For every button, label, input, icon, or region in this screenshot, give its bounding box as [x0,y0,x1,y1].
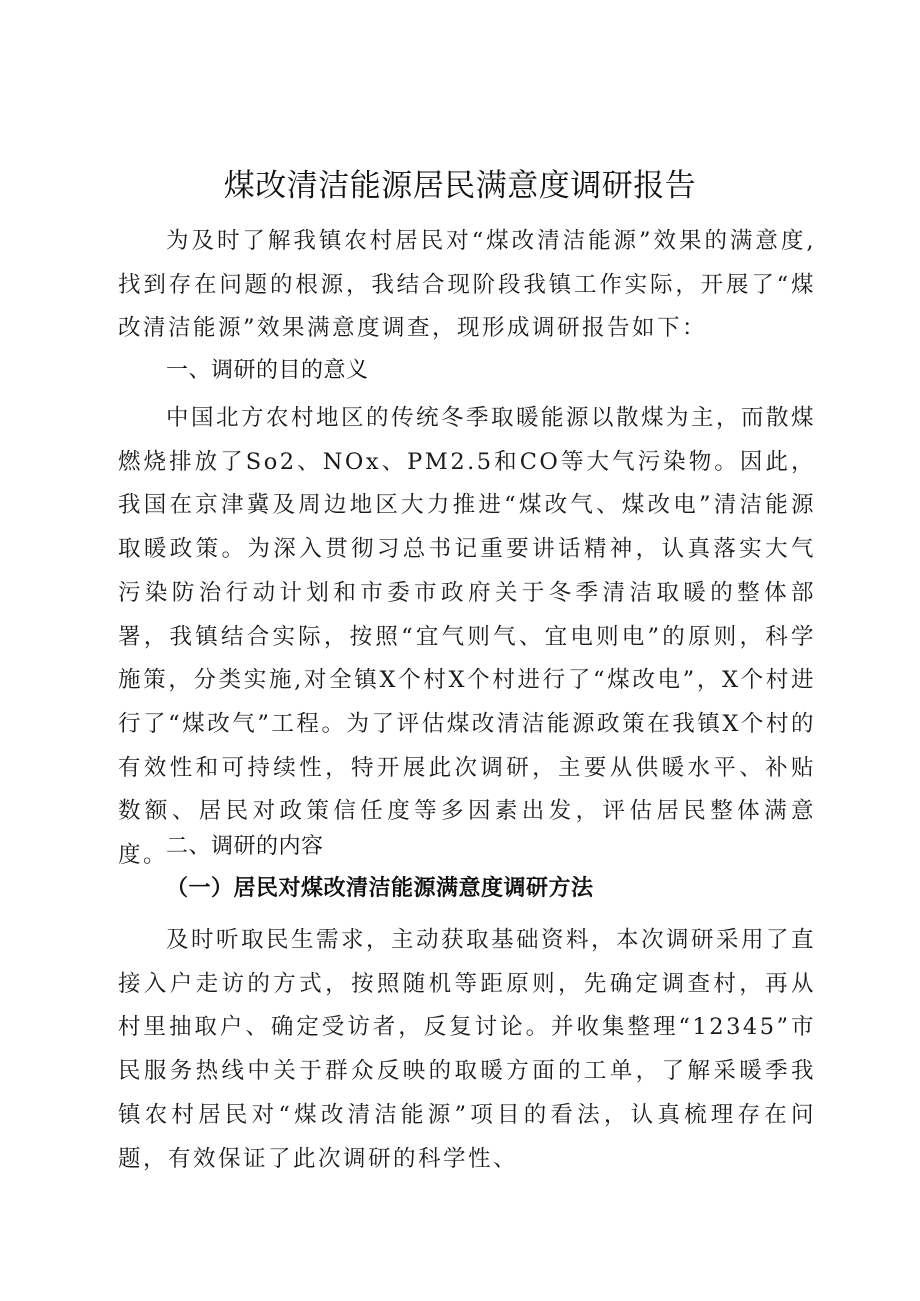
section-heading-purpose: 一、调研的目的意义 [166,358,369,383]
method-paragraph: 及时听取民生需求，主动获取基础资料，本次调研采用了直接入户走访的方式，按照随机等距原则，先确定调查村，再从村里抽取户、确定受访者，反复讨论。并收集整理“12345”市民服务热线中关于群众反映的取暖方面的工单，了解采暖季我镇农村居民对“煤改清洁能源”项目的看法，认真梳理存在问题，有效保证了此次调研的科学性、 [118,927,817,1172]
document-title: 煤改清洁能源居民满意度调研报告 [223,168,697,204]
purpose-paragraph: 中国北方农村地区的传统冬季取暖能源以散煤为主，而散煤燃烧排放了So2、NOx、PM2.5和CO等大气污染物。因此，我国在京津冀及周边地区大力推进“煤改气、煤改电”清洁能源取暖政策。为深入贯彻习总书记重要讲话精神，认真落实大气污染防治行动计划和市委市政府关于冬季清洁取暖的整体部署，我镇结合实际，按照“宜气则气、宜电则电”的原则，科学施策，分类实施,对全镇X个村X个村进行了“煤改电”，X个村进行了“煤改气”工程。为了评估煤改清洁能源政策在我镇X个村的有效性和可持续性，特开展此次调研，主要从供暖水平、补贴数额、居民对政策信任度等多因素出发，评估居民整体满意度。 [118,405,817,869]
subsection-heading-method: （一）居民对煤改清洁能源满意度调研方法 [166,876,594,901]
section-heading-content: 二、调研的内容 [166,834,324,859]
intro-paragraph: 为及时了解我镇农村居民对“煤改清洁能源”效果的满意度,找到存在问题的根源，我结合现阶段我镇工作实际，开展了“煤改清洁能源”效果满意度调查，现形成调研报告如下： [118,228,816,342]
